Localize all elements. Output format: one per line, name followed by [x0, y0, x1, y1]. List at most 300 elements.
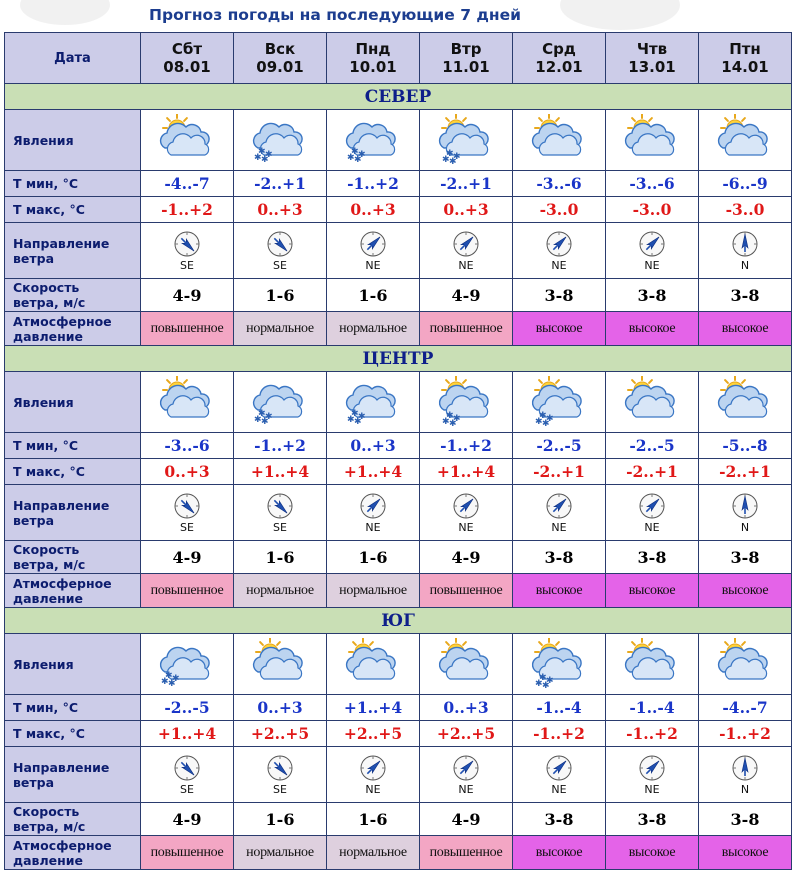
- svg-text:✱: ✱: [546, 414, 554, 424]
- wind-direction-value: NE: [551, 520, 567, 534]
- wind-direction-value: NE: [644, 782, 660, 796]
- phenomena-label-text: Явления: [13, 132, 74, 148]
- compass-arrow-icon: [141, 754, 233, 782]
- wind-direction-cell: [699, 485, 792, 541]
- wind-direction-value: SE: [180, 520, 194, 534]
- pressure-value: повышенное: [141, 836, 234, 870]
- svg-text:✱: ✱: [449, 419, 457, 428]
- tmin-label: [5, 695, 141, 721]
- sun-cloud-icon: [327, 638, 419, 690]
- svg-text:✱: ✱: [539, 411, 547, 421]
- day-date: 14.01: [721, 58, 769, 76]
- pressure-value: нормальное: [327, 574, 420, 608]
- wind-direction-cell: [141, 747, 234, 803]
- tmax-value: -3..0: [513, 197, 606, 223]
- pressure-value: высокое: [606, 312, 699, 346]
- tmax-label-text: Т макс, °С: [13, 726, 85, 741]
- compass-arrow-icon: [327, 754, 419, 782]
- svg-text:✱: ✱: [542, 681, 550, 690]
- tmax-label-text: Т макс, °С: [13, 202, 85, 217]
- weather-cell: [699, 372, 792, 433]
- tmin-label-text: Т мин, °С: [13, 700, 79, 715]
- wind-speed-value: 3-8: [513, 279, 606, 312]
- weather-cell: [141, 110, 234, 171]
- sun-cloud-icon: [141, 114, 233, 166]
- tmax-value: -3..0: [606, 197, 699, 223]
- day-header: [234, 33, 327, 84]
- wind-speed-value: 1-6: [327, 279, 420, 312]
- svg-text:✱: ✱: [161, 677, 169, 687]
- pressure-value: повышенное: [420, 312, 513, 346]
- wind-direction-value: SE: [273, 520, 287, 534]
- svg-text:✱: ✱: [442, 417, 450, 427]
- compass-arrow-icon: [234, 492, 326, 520]
- tmin-value: -2..-5: [513, 433, 606, 459]
- tmin-value: -1..+2: [234, 433, 327, 459]
- wind-direction-cell: [606, 747, 699, 803]
- tmax-value: -1..+2: [606, 721, 699, 747]
- tmin-value: -3..-6: [513, 171, 606, 197]
- day-header: [513, 33, 606, 84]
- forecast-table: [4, 32, 792, 870]
- wind-speed-value: 3-8: [699, 803, 792, 836]
- wind-direction-value: NE: [458, 258, 474, 272]
- pressure-row: [5, 574, 792, 608]
- tmax-value: -2..+1: [699, 459, 792, 485]
- wind-direction-cell: [699, 223, 792, 279]
- sun-cloud-icon: [141, 376, 233, 428]
- tmin-label: [5, 171, 141, 197]
- wind-speed-label: [5, 541, 141, 574]
- sun-cloud-icon: [606, 638, 698, 690]
- wind-direction-value: SE: [180, 258, 194, 272]
- wind-direction-row: [5, 223, 792, 279]
- svg-text:✱: ✱: [453, 414, 461, 424]
- pressure-label: [5, 836, 141, 870]
- wind-speed-value: 1-6: [234, 541, 327, 574]
- pressure-value: высокое: [699, 836, 792, 870]
- wind-speed-value: 1-6: [234, 803, 327, 836]
- tmin-label-text: Т мин, °С: [13, 438, 79, 453]
- compass-arrow-icon: [606, 230, 698, 258]
- pressure-label-text-2: давление: [13, 328, 83, 344]
- day-header: [420, 33, 513, 84]
- tmax-value: +2..+5: [420, 721, 513, 747]
- wind-direction-row: [5, 747, 792, 803]
- wind-direction-label-text-2: ветра: [13, 250, 55, 266]
- region-row: [5, 608, 792, 634]
- day-header: [141, 33, 234, 84]
- weather-cell: [420, 372, 513, 433]
- svg-text:✱: ✱: [351, 409, 359, 419]
- svg-text:✱: ✱: [354, 155, 362, 165]
- compass-arrow-icon: [699, 492, 791, 520]
- wind-speed-row: [5, 541, 792, 574]
- tmax-value: -1..+2: [513, 721, 606, 747]
- sun-cloud-icon: [699, 376, 791, 428]
- weather-cell: [420, 110, 513, 171]
- pressure-label-text-2: давление: [13, 590, 83, 606]
- tmin-value: -4..-7: [699, 695, 792, 721]
- weather-cell: [234, 634, 327, 695]
- wind-direction-cell: [513, 747, 606, 803]
- wind-speed-value: 4-9: [420, 541, 513, 574]
- wind-direction-cell: [513, 223, 606, 279]
- tmax-row: [5, 197, 792, 223]
- wind-speed-value: 1-6: [234, 279, 327, 312]
- weather-cell: [606, 110, 699, 171]
- cloud-snow-icon: [234, 114, 326, 166]
- wind-direction-value: NE: [458, 782, 474, 796]
- tmax-value: +1..+4: [327, 459, 420, 485]
- compass-arrow-icon: [234, 230, 326, 258]
- wind-speed-label-text-2: ветра, м/с: [13, 557, 86, 572]
- wind-direction-cell: [513, 485, 606, 541]
- tmax-value: -3..0: [699, 197, 792, 223]
- tmin-row: [5, 171, 792, 197]
- wind-direction-cell: [234, 223, 327, 279]
- tmax-value: -2..+1: [513, 459, 606, 485]
- compass-arrow-icon: [513, 230, 605, 258]
- wind-direction-cell: [234, 485, 327, 541]
- wind-speed-label-text: Скорость: [13, 542, 80, 557]
- pressure-row: [5, 836, 792, 870]
- wind-speed-value: 3-8: [699, 279, 792, 312]
- day-date: 12.01: [535, 58, 583, 76]
- wind-speed-value: 4-9: [420, 803, 513, 836]
- sun-cloud-icon: [699, 638, 791, 690]
- page-title: Прогноз погоды на последующие 7 дней: [149, 6, 521, 24]
- wind-speed-label: [5, 803, 141, 836]
- wind-direction-value: SE: [273, 782, 287, 796]
- svg-text:✱: ✱: [535, 679, 543, 689]
- pressure-label-text: Атмосферное: [13, 575, 112, 591]
- wind-speed-row: [5, 803, 792, 836]
- wind-speed-value: 3-8: [606, 541, 699, 574]
- wind-direction-cell: [606, 223, 699, 279]
- weather-cell: [513, 372, 606, 433]
- wind-direction-value: NE: [458, 520, 474, 534]
- tmax-label-text: Т макс, °С: [13, 464, 85, 479]
- day-name: Птн: [729, 40, 761, 58]
- region-row: [5, 346, 792, 372]
- sun-cloud-icon: [606, 114, 698, 166]
- svg-text:✱: ✱: [172, 674, 180, 684]
- wind-direction-label-text-2: ветра: [13, 512, 55, 528]
- tmin-value: -1..-4: [606, 695, 699, 721]
- tmax-value: +1..+4: [234, 459, 327, 485]
- pressure-value: высокое: [513, 836, 606, 870]
- svg-text:✱: ✱: [168, 679, 176, 689]
- wind-direction-value: N: [740, 782, 750, 796]
- sun-cloud-icon: [234, 638, 326, 690]
- day-header: [699, 33, 792, 84]
- tmax-value: -2..+1: [606, 459, 699, 485]
- region-title: СЕВЕР: [5, 84, 792, 110]
- tmax-value: 0..+3: [141, 459, 234, 485]
- svg-text:✱: ✱: [351, 147, 359, 157]
- cloud-snow-icon: [327, 376, 419, 428]
- tmin-value: -2..-5: [141, 695, 234, 721]
- svg-text:✱: ✱: [347, 415, 355, 425]
- weather-cell: [699, 634, 792, 695]
- wind-direction-label-text: Направление: [13, 235, 110, 251]
- day-name: Вск: [264, 40, 296, 58]
- wind-speed-value: 1-6: [327, 803, 420, 836]
- wind-speed-row: [5, 279, 792, 312]
- compass-arrow-icon: [699, 754, 791, 782]
- tmin-value: -2..+1: [234, 171, 327, 197]
- phenomena-label: [5, 634, 141, 695]
- wind-speed-value: 3-8: [699, 541, 792, 574]
- svg-text:✱: ✱: [442, 155, 450, 165]
- tmin-value: 0..+3: [327, 433, 420, 459]
- wind-direction-cell: [234, 747, 327, 803]
- tmax-label: [5, 459, 141, 485]
- wind-speed-value: 1-6: [327, 541, 420, 574]
- tmin-row: [5, 695, 792, 721]
- pressure-value: повышенное: [420, 574, 513, 608]
- sun-cloud-snow-icon: [420, 376, 512, 428]
- wind-direction-value: NE: [551, 258, 567, 272]
- pressure-value: нормальное: [327, 312, 420, 346]
- phenomena-label-text: Явления: [13, 656, 74, 672]
- wind-direction-label-text-2: ветра: [13, 774, 55, 790]
- svg-text:✱: ✱: [539, 673, 547, 683]
- pressure-value: нормальное: [234, 836, 327, 870]
- tmax-value: -1..+2: [699, 721, 792, 747]
- cloud-snow-icon: [327, 114, 419, 166]
- tmax-value: +1..+4: [141, 721, 234, 747]
- wind-speed-value: 4-9: [141, 803, 234, 836]
- tmax-value: 0..+3: [420, 197, 513, 223]
- svg-text:✱: ✱: [446, 149, 454, 159]
- weather-cell: [234, 110, 327, 171]
- tmin-value: -2..+1: [420, 171, 513, 197]
- weather-cell: [606, 634, 699, 695]
- weather-cell: [420, 634, 513, 695]
- svg-text:✱: ✱: [261, 417, 269, 427]
- weather-cell: [699, 110, 792, 171]
- weather-cell: [141, 372, 234, 433]
- svg-text:✱: ✱: [453, 152, 461, 162]
- day-date: 08.01: [163, 58, 211, 76]
- wind-speed-value: 4-9: [141, 279, 234, 312]
- tmin-value: -1..+2: [327, 171, 420, 197]
- wind-direction-label: [5, 223, 141, 279]
- phenomena-row: [5, 634, 792, 695]
- compass-arrow-icon: [606, 492, 698, 520]
- sun-cloud-icon: [420, 638, 512, 690]
- weather-cell: [141, 634, 234, 695]
- wind-speed-label-text-2: ветра, м/с: [13, 819, 86, 834]
- day-name: Пнд: [355, 40, 391, 58]
- svg-text:✱: ✱: [354, 417, 362, 427]
- day-date: 10.01: [349, 58, 397, 76]
- pressure-value: высокое: [606, 836, 699, 870]
- wind-direction-cell: [327, 485, 420, 541]
- wind-direction-label-text: Направление: [13, 497, 110, 513]
- compass-arrow-icon: [420, 754, 512, 782]
- tmin-value: -1..-4: [513, 695, 606, 721]
- wind-speed-label-text-2: ветра, м/с: [13, 295, 86, 310]
- tmax-value: -1..+2: [141, 197, 234, 223]
- wind-direction-value: NE: [365, 520, 381, 534]
- wind-direction-value: NE: [551, 782, 567, 796]
- tmax-value: +2..+5: [234, 721, 327, 747]
- pressure-row: [5, 312, 792, 346]
- day-date: 13.01: [628, 58, 676, 76]
- tmax-value: 0..+3: [234, 197, 327, 223]
- wind-speed-value: 4-9: [141, 541, 234, 574]
- day-name: Срд: [542, 40, 576, 58]
- wind-speed-value: 3-8: [513, 541, 606, 574]
- wind-direction-cell: [141, 223, 234, 279]
- svg-text:✱: ✱: [165, 671, 173, 681]
- pressure-value: повышенное: [141, 312, 234, 346]
- tmin-value: -2..-5: [606, 433, 699, 459]
- region-row: [5, 84, 792, 110]
- region-title: ЦЕНТР: [5, 346, 792, 372]
- tmax-value: +2..+5: [327, 721, 420, 747]
- date-header: Дата: [5, 33, 141, 84]
- tmin-value: -5..-8: [699, 433, 792, 459]
- weather-cell: [327, 634, 420, 695]
- pressure-value: нормальное: [234, 574, 327, 608]
- day-header: [606, 33, 699, 84]
- wind-direction-value: N: [740, 258, 750, 272]
- svg-text:✱: ✱: [265, 412, 273, 422]
- wind-direction-cell: [141, 485, 234, 541]
- wind-direction-value: NE: [365, 782, 381, 796]
- wind-direction-cell: [420, 485, 513, 541]
- sun-cloud-snow-icon: [513, 376, 605, 428]
- wind-speed-label-text: Скорость: [13, 804, 80, 819]
- wind-speed-label: [5, 279, 141, 312]
- svg-text:✱: ✱: [358, 150, 366, 160]
- phenomena-row: [5, 372, 792, 433]
- wind-speed-value: 4-9: [420, 279, 513, 312]
- pressure-value: повышенное: [141, 574, 234, 608]
- wind-direction-cell: [327, 223, 420, 279]
- tmin-label-text: Т мин, °С: [13, 176, 79, 191]
- compass-arrow-icon: [513, 492, 605, 520]
- svg-text:✱: ✱: [535, 417, 543, 427]
- compass-arrow-icon: [327, 230, 419, 258]
- wind-direction-label: [5, 485, 141, 541]
- pressure-value: нормальное: [234, 312, 327, 346]
- wind-direction-cell: [699, 747, 792, 803]
- wind-direction-value: NE: [644, 520, 660, 534]
- wind-speed-value: 3-8: [513, 803, 606, 836]
- tmax-row: [5, 459, 792, 485]
- sun-cloud-icon: [513, 114, 605, 166]
- day-name: Чтв: [636, 40, 668, 58]
- wind-direction-label-text: Направление: [13, 759, 110, 775]
- pressure-label-text-2: давление: [13, 852, 83, 868]
- pressure-value: нормальное: [327, 836, 420, 870]
- weather-cell: [513, 634, 606, 695]
- weather-cell: [234, 372, 327, 433]
- svg-text:✱: ✱: [358, 412, 366, 422]
- pressure-value: высокое: [699, 312, 792, 346]
- wind-direction-value: SE: [180, 782, 194, 796]
- wind-direction-row: [5, 485, 792, 541]
- phenomena-row: [5, 110, 792, 171]
- svg-text:✱: ✱: [446, 411, 454, 421]
- day-date: 09.01: [256, 58, 304, 76]
- pressure-label-text: Атмосферное: [13, 313, 112, 329]
- wind-direction-value: NE: [365, 258, 381, 272]
- weather-cell: [606, 372, 699, 433]
- compass-arrow-icon: [513, 754, 605, 782]
- svg-text:✱: ✱: [265, 150, 273, 160]
- compass-arrow-icon: [141, 230, 233, 258]
- sun-cloud-icon: [699, 114, 791, 166]
- tmax-value: 0..+3: [327, 197, 420, 223]
- pressure-value: высокое: [699, 574, 792, 608]
- wind-direction-cell: [420, 223, 513, 279]
- tmin-row: [5, 433, 792, 459]
- pressure-label: [5, 312, 141, 346]
- cloud-snow-icon: [141, 638, 233, 690]
- tmax-row: [5, 721, 792, 747]
- wind-speed-value: 3-8: [606, 279, 699, 312]
- day-date: 11.01: [442, 58, 490, 76]
- tmax-value: +1..+4: [420, 459, 513, 485]
- weather-cell: [327, 372, 420, 433]
- svg-text:✱: ✱: [449, 157, 457, 166]
- sun-cloud-snow-icon: [420, 114, 512, 166]
- tmax-label: [5, 197, 141, 223]
- pressure-value: повышенное: [420, 836, 513, 870]
- tmin-value: -3..-6: [141, 433, 234, 459]
- wind-direction-label: [5, 747, 141, 803]
- wind-speed-label-text: Скорость: [13, 280, 80, 295]
- tmin-value: -6..-9: [699, 171, 792, 197]
- tmin-value: 0..+3: [420, 695, 513, 721]
- wind-direction-cell: [606, 485, 699, 541]
- weather-cell: [513, 110, 606, 171]
- phenomena-label: [5, 110, 141, 171]
- cloud-snow-icon: [234, 376, 326, 428]
- tmin-value: -3..-6: [606, 171, 699, 197]
- compass-arrow-icon: [606, 754, 698, 782]
- sun-cloud-icon: [606, 376, 698, 428]
- tmin-value: 0..+3: [234, 695, 327, 721]
- phenomena-label: [5, 372, 141, 433]
- tmin-value: -4..-7: [141, 171, 234, 197]
- svg-text:✱: ✱: [542, 419, 550, 428]
- svg-text:✱: ✱: [546, 676, 554, 686]
- svg-text:✱: ✱: [254, 153, 262, 163]
- tmin-value: +1..+4: [327, 695, 420, 721]
- compass-arrow-icon: [699, 230, 791, 258]
- wind-direction-cell: [420, 747, 513, 803]
- day-name: Сбт: [171, 40, 203, 58]
- pressure-value: высокое: [513, 574, 606, 608]
- wind-direction-value: N: [740, 520, 750, 534]
- compass-arrow-icon: [141, 492, 233, 520]
- header-row: [5, 33, 792, 84]
- svg-text:✱: ✱: [347, 153, 355, 163]
- svg-text:✱: ✱: [258, 409, 266, 419]
- compass-arrow-icon: [327, 492, 419, 520]
- pressure-label: [5, 574, 141, 608]
- compass-arrow-icon: [420, 492, 512, 520]
- phenomena-label-text: Явления: [13, 394, 74, 410]
- region-title: ЮГ: [5, 608, 792, 634]
